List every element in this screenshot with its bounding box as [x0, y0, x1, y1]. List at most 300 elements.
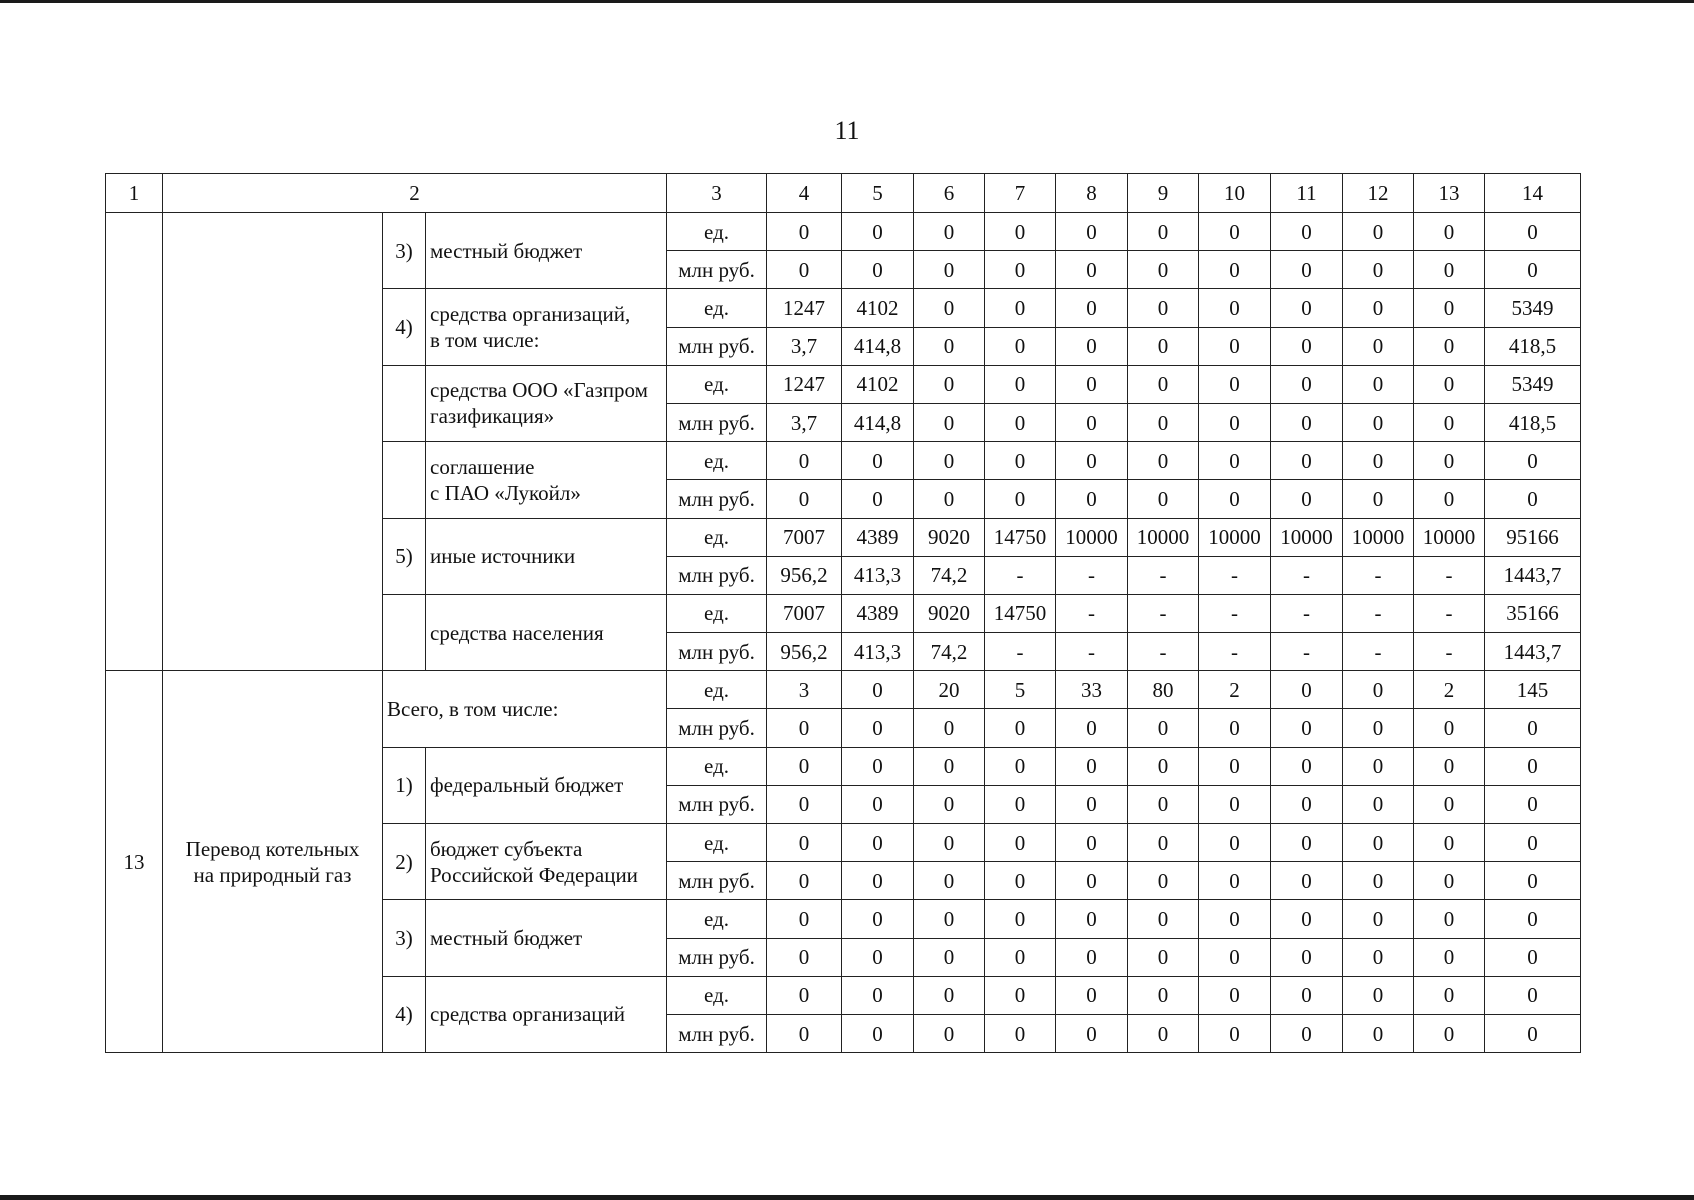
value-cell: 80: [1128, 671, 1199, 709]
value-cell: 0: [1485, 862, 1581, 900]
value-cell: 0: [842, 976, 914, 1014]
value-cell: 0: [985, 1014, 1056, 1052]
value-cell: 0: [1199, 747, 1271, 785]
value-cell: 0: [914, 365, 985, 403]
value-cell: 0: [1343, 1014, 1414, 1052]
value-cell: 0: [1199, 327, 1271, 365]
value-cell: -: [985, 633, 1056, 671]
value-cell: 3,7: [767, 327, 842, 365]
value-cell: 0: [1271, 480, 1343, 518]
value-cell: 0: [1485, 251, 1581, 289]
value-cell: 74,2: [914, 556, 985, 594]
value-cell: 0: [1343, 900, 1414, 938]
value-cell: 0: [1343, 365, 1414, 403]
value-cell: 0: [1343, 747, 1414, 785]
value-cell: 0: [1056, 480, 1128, 518]
unit-cell: ед.: [667, 671, 767, 709]
value-cell: 0: [985, 938, 1056, 976]
value-cell: 0: [767, 900, 842, 938]
value-cell: 0: [914, 442, 985, 480]
value-cell: 0: [1199, 480, 1271, 518]
value-cell: 0: [914, 900, 985, 938]
column-number: 11: [1271, 174, 1343, 213]
page-number: 11: [834, 116, 860, 145]
scan-top-edge: [0, 0, 1694, 3]
column-number: 5: [842, 174, 914, 213]
value-cell: 0: [1485, 747, 1581, 785]
value-cell: 0: [1414, 213, 1485, 251]
value-cell: 0: [767, 862, 842, 900]
value-cell: 0: [1414, 900, 1485, 938]
value-cell: 413,3: [842, 556, 914, 594]
value-cell: 418,5: [1485, 403, 1581, 441]
value-cell: 414,8: [842, 403, 914, 441]
value-cell: 0: [1485, 785, 1581, 823]
value-cell: 0: [767, 824, 842, 862]
value-cell: -: [1199, 633, 1271, 671]
value-cell: 3: [767, 671, 842, 709]
value-cell: 10000: [1199, 518, 1271, 556]
value-cell: 0: [1056, 327, 1128, 365]
value-cell: 0: [842, 938, 914, 976]
unit-cell: ед.: [667, 594, 767, 632]
value-cell: 0: [914, 824, 985, 862]
source-number: [383, 442, 426, 518]
value-cell: 0: [985, 862, 1056, 900]
value-cell: 0: [767, 747, 842, 785]
value-cell: 0: [767, 480, 842, 518]
value-cell: 0: [1271, 1014, 1343, 1052]
value-cell: 0: [1271, 251, 1343, 289]
value-cell: 10000: [1343, 518, 1414, 556]
value-cell: -: [1056, 633, 1128, 671]
value-cell: 0: [1343, 938, 1414, 976]
unit-cell: ед.: [667, 442, 767, 480]
value-cell: -: [1128, 633, 1199, 671]
column-number-row: [106, 174, 1581, 213]
value-cell: 0: [985, 747, 1056, 785]
value-cell: 0: [1056, 365, 1128, 403]
value-cell: 0: [1271, 862, 1343, 900]
value-cell: 0: [914, 403, 985, 441]
source-label: средства организаций, в том числе:: [426, 289, 667, 365]
value-cell: 7007: [767, 518, 842, 556]
unit-cell: ед.: [667, 213, 767, 251]
value-cell: 0: [842, 824, 914, 862]
value-cell: 0: [842, 862, 914, 900]
value-cell: 4389: [842, 594, 914, 632]
value-cell: 0: [842, 251, 914, 289]
unit-cell: ед.: [667, 824, 767, 862]
value-cell: 5349: [1485, 289, 1581, 327]
value-cell: -: [1414, 556, 1485, 594]
value-cell: 0: [842, 671, 914, 709]
value-cell: 0: [1199, 824, 1271, 862]
value-cell: 0: [767, 1014, 842, 1052]
value-cell: -: [1343, 556, 1414, 594]
value-cell: 0: [767, 709, 842, 747]
value-cell: 0: [1128, 442, 1199, 480]
value-cell: 0: [1343, 976, 1414, 1014]
value-cell: 0: [1199, 365, 1271, 403]
value-cell: 0: [1343, 251, 1414, 289]
value-cell: 14750: [985, 518, 1056, 556]
value-cell: 0: [985, 442, 1056, 480]
value-cell: 0: [842, 480, 914, 518]
value-cell: 0: [1343, 671, 1414, 709]
column-number: 12: [1343, 174, 1414, 213]
value-cell: 0: [1056, 403, 1128, 441]
value-cell: 0: [1343, 862, 1414, 900]
value-cell: 0: [1271, 709, 1343, 747]
column-number: 7: [985, 174, 1056, 213]
value-cell: 0: [1128, 862, 1199, 900]
value-cell: 0: [1485, 213, 1581, 251]
value-cell: 0: [767, 442, 842, 480]
value-cell: 0: [1128, 976, 1199, 1014]
value-cell: 0: [1485, 900, 1581, 938]
value-cell: 956,2: [767, 556, 842, 594]
value-cell: 0: [1343, 442, 1414, 480]
table-row: [106, 671, 1581, 709]
column-number: 3: [667, 174, 767, 213]
item-name-cell: [163, 213, 383, 671]
value-cell: 0: [1128, 709, 1199, 747]
unit-cell: млн руб.: [667, 556, 767, 594]
value-cell: 0: [1485, 824, 1581, 862]
value-cell: 0: [985, 785, 1056, 823]
total-label: Всего, в том числе:: [383, 671, 667, 747]
value-cell: 0: [1343, 289, 1414, 327]
unit-cell: млн руб.: [667, 709, 767, 747]
value-cell: 0: [1056, 900, 1128, 938]
value-cell: -: [1056, 594, 1128, 632]
value-cell: 0: [1056, 938, 1128, 976]
column-number: 2: [163, 174, 667, 213]
value-cell: 0: [1271, 289, 1343, 327]
value-cell: 0: [914, 289, 985, 327]
value-cell: 0: [914, 251, 985, 289]
value-cell: 0: [1485, 938, 1581, 976]
value-cell: 145: [1485, 671, 1581, 709]
value-cell: 3,7: [767, 403, 842, 441]
value-cell: 0: [914, 1014, 985, 1052]
value-cell: 0: [767, 785, 842, 823]
item-number-cell: 13: [106, 671, 163, 1053]
source-number: [383, 365, 426, 441]
value-cell: 10000: [1414, 518, 1485, 556]
source-label: бюджет субъекта Российской Федерации: [426, 824, 667, 900]
value-cell: 0: [985, 327, 1056, 365]
source-label: федеральный бюджет: [426, 747, 667, 823]
value-cell: 9020: [914, 518, 985, 556]
value-cell: 0: [1056, 213, 1128, 251]
unit-cell: ед.: [667, 289, 767, 327]
value-cell: 0: [1128, 824, 1199, 862]
value-cell: -: [985, 556, 1056, 594]
value-cell: -: [1128, 556, 1199, 594]
unit-cell: ед.: [667, 365, 767, 403]
value-cell: 0: [1128, 938, 1199, 976]
value-cell: 0: [1056, 785, 1128, 823]
value-cell: 0: [1199, 709, 1271, 747]
unit-cell: млн руб.: [667, 1014, 767, 1052]
column-number: 10: [1199, 174, 1271, 213]
value-cell: 0: [1414, 251, 1485, 289]
value-cell: 0: [985, 976, 1056, 1014]
value-cell: 0: [985, 213, 1056, 251]
value-cell: 2: [1414, 671, 1485, 709]
value-cell: 0: [1343, 403, 1414, 441]
value-cell: 4389: [842, 518, 914, 556]
source-label: местный бюджет: [426, 213, 667, 289]
value-cell: 0: [914, 747, 985, 785]
funding-table: [105, 173, 1581, 1053]
source-label: средства ООО «Газпром газификация»: [426, 365, 667, 441]
value-cell: 2: [1199, 671, 1271, 709]
value-cell: 0: [1414, 785, 1485, 823]
value-cell: 0: [914, 709, 985, 747]
unit-cell: млн руб.: [667, 938, 767, 976]
value-cell: 0: [1056, 747, 1128, 785]
value-cell: 0: [1128, 1014, 1199, 1052]
value-cell: 0: [1128, 403, 1199, 441]
value-cell: 0: [767, 213, 842, 251]
value-cell: 0: [1271, 938, 1343, 976]
value-cell: 0: [1414, 442, 1485, 480]
source-number: [383, 594, 426, 670]
source-number: 3): [383, 213, 426, 289]
value-cell: 0: [1271, 747, 1343, 785]
value-cell: 0: [914, 480, 985, 518]
value-cell: 74,2: [914, 633, 985, 671]
value-cell: -: [1271, 556, 1343, 594]
value-cell: 0: [1199, 289, 1271, 327]
value-cell: 0: [1128, 365, 1199, 403]
unit-cell: млн руб.: [667, 251, 767, 289]
value-cell: 0: [1199, 785, 1271, 823]
value-cell: 0: [1414, 365, 1485, 403]
value-cell: 0: [1271, 785, 1343, 823]
unit-cell: млн руб.: [667, 785, 767, 823]
value-cell: 0: [1128, 785, 1199, 823]
value-cell: -: [1128, 594, 1199, 632]
value-cell: 0: [1056, 976, 1128, 1014]
source-number: 1): [383, 747, 426, 823]
value-cell: 0: [1128, 900, 1199, 938]
value-cell: 0: [767, 976, 842, 1014]
value-cell: 1443,7: [1485, 556, 1581, 594]
value-cell: 0: [1056, 709, 1128, 747]
column-number: 1: [106, 174, 163, 213]
value-cell: 0: [1199, 938, 1271, 976]
source-number: 4): [383, 289, 426, 365]
value-cell: 0: [1343, 709, 1414, 747]
value-cell: 95166: [1485, 518, 1581, 556]
value-cell: 9020: [914, 594, 985, 632]
value-cell: -: [1271, 633, 1343, 671]
unit-cell: ед.: [667, 518, 767, 556]
value-cell: 35166: [1485, 594, 1581, 632]
value-cell: 0: [1414, 289, 1485, 327]
value-cell: 0: [842, 1014, 914, 1052]
value-cell: 0: [985, 900, 1056, 938]
table-row: [106, 213, 1581, 251]
value-cell: 0: [1485, 480, 1581, 518]
value-cell: 0: [1199, 403, 1271, 441]
value-cell: 5: [985, 671, 1056, 709]
value-cell: 0: [1199, 213, 1271, 251]
value-cell: 0: [842, 785, 914, 823]
column-number: 8: [1056, 174, 1128, 213]
value-cell: 0: [1271, 327, 1343, 365]
value-cell: 0: [1128, 327, 1199, 365]
value-cell: 0: [985, 480, 1056, 518]
unit-cell: млн руб.: [667, 480, 767, 518]
column-number: 4: [767, 174, 842, 213]
value-cell: 0: [842, 900, 914, 938]
value-cell: 0: [985, 251, 1056, 289]
scan-bottom-edge: [0, 1195, 1694, 1200]
value-cell: 0: [842, 747, 914, 785]
value-cell: 956,2: [767, 633, 842, 671]
value-cell: -: [1414, 594, 1485, 632]
value-cell: 0: [1056, 862, 1128, 900]
value-cell: 0: [842, 442, 914, 480]
value-cell: -: [1414, 633, 1485, 671]
value-cell: 0: [767, 938, 842, 976]
value-cell: 0: [914, 938, 985, 976]
value-cell: -: [1199, 556, 1271, 594]
value-cell: 413,3: [842, 633, 914, 671]
value-cell: 1247: [767, 289, 842, 327]
value-cell: -: [1343, 633, 1414, 671]
value-cell: 7007: [767, 594, 842, 632]
value-cell: 0: [914, 785, 985, 823]
value-cell: 0: [1271, 403, 1343, 441]
value-cell: 0: [1414, 1014, 1485, 1052]
value-cell: 0: [1414, 747, 1485, 785]
value-cell: 0: [1128, 289, 1199, 327]
value-cell: 1443,7: [1485, 633, 1581, 671]
value-cell: 0: [1128, 213, 1199, 251]
value-cell: 0: [1271, 976, 1343, 1014]
value-cell: 0: [1343, 213, 1414, 251]
value-cell: 0: [1056, 824, 1128, 862]
source-number: 2): [383, 824, 426, 900]
value-cell: -: [1056, 556, 1128, 594]
value-cell: 14750: [985, 594, 1056, 632]
column-number: 9: [1128, 174, 1199, 213]
value-cell: 10000: [1271, 518, 1343, 556]
value-cell: 0: [985, 824, 1056, 862]
unit-cell: ед.: [667, 747, 767, 785]
value-cell: 0: [1343, 480, 1414, 518]
value-cell: -: [1343, 594, 1414, 632]
value-cell: 0: [1271, 365, 1343, 403]
value-cell: 0: [1128, 747, 1199, 785]
value-cell: 0: [914, 862, 985, 900]
value-cell: 10000: [1056, 518, 1128, 556]
value-cell: 0: [1485, 1014, 1581, 1052]
value-cell: 0: [1056, 289, 1128, 327]
value-cell: 0: [1128, 251, 1199, 289]
value-cell: 0: [1271, 900, 1343, 938]
item-name-cell: Перевод котельных на природный газ: [163, 671, 383, 1053]
value-cell: 0: [767, 251, 842, 289]
value-cell: 0: [914, 976, 985, 1014]
value-cell: -: [1271, 594, 1343, 632]
value-cell: 0: [1199, 900, 1271, 938]
value-cell: 0: [1199, 976, 1271, 1014]
value-cell: 0: [914, 213, 985, 251]
source-label: местный бюджет: [426, 900, 667, 976]
value-cell: 10000: [1128, 518, 1199, 556]
value-cell: 0: [1414, 709, 1485, 747]
value-cell: 0: [1343, 785, 1414, 823]
unit-cell: ед.: [667, 900, 767, 938]
source-number: 5): [383, 518, 426, 594]
value-cell: 0: [1414, 327, 1485, 365]
value-cell: 0: [1271, 671, 1343, 709]
unit-cell: ед.: [667, 976, 767, 1014]
value-cell: 1247: [767, 365, 842, 403]
value-cell: 0: [1485, 709, 1581, 747]
value-cell: 0: [1343, 824, 1414, 862]
source-label: средства населения: [426, 594, 667, 670]
value-cell: 0: [1485, 442, 1581, 480]
source-label: средства организаций: [426, 976, 667, 1052]
value-cell: 20: [914, 671, 985, 709]
value-cell: 0: [1199, 862, 1271, 900]
unit-cell: млн руб.: [667, 862, 767, 900]
column-number: 13: [1414, 174, 1485, 213]
value-cell: 414,8: [842, 327, 914, 365]
unit-cell: млн руб.: [667, 403, 767, 441]
unit-cell: млн руб.: [667, 633, 767, 671]
source-number: 4): [383, 976, 426, 1052]
source-label: соглашение с ПАО «Лукойл»: [426, 442, 667, 518]
column-number: 14: [1485, 174, 1581, 213]
value-cell: 0: [985, 403, 1056, 441]
value-cell: 0: [985, 365, 1056, 403]
item-number-cell: [106, 213, 163, 671]
value-cell: 0: [842, 709, 914, 747]
value-cell: 0: [1199, 251, 1271, 289]
value-cell: 0: [1414, 480, 1485, 518]
source-number: 3): [383, 900, 426, 976]
source-label: иные источники: [426, 518, 667, 594]
value-cell: 0: [1271, 824, 1343, 862]
value-cell: 0: [1414, 824, 1485, 862]
value-cell: 0: [1414, 862, 1485, 900]
value-cell: -: [1199, 594, 1271, 632]
value-cell: 418,5: [1485, 327, 1581, 365]
value-cell: 0: [1199, 442, 1271, 480]
value-cell: 0: [1414, 976, 1485, 1014]
value-cell: 5349: [1485, 365, 1581, 403]
value-cell: 0: [985, 289, 1056, 327]
value-cell: 0: [1056, 1014, 1128, 1052]
value-cell: 0: [914, 327, 985, 365]
value-cell: 0: [1199, 1014, 1271, 1052]
value-cell: 0: [985, 709, 1056, 747]
value-cell: 0: [1056, 442, 1128, 480]
value-cell: 0: [1414, 938, 1485, 976]
value-cell: 0: [1343, 327, 1414, 365]
value-cell: 0: [1271, 442, 1343, 480]
value-cell: 0: [842, 213, 914, 251]
